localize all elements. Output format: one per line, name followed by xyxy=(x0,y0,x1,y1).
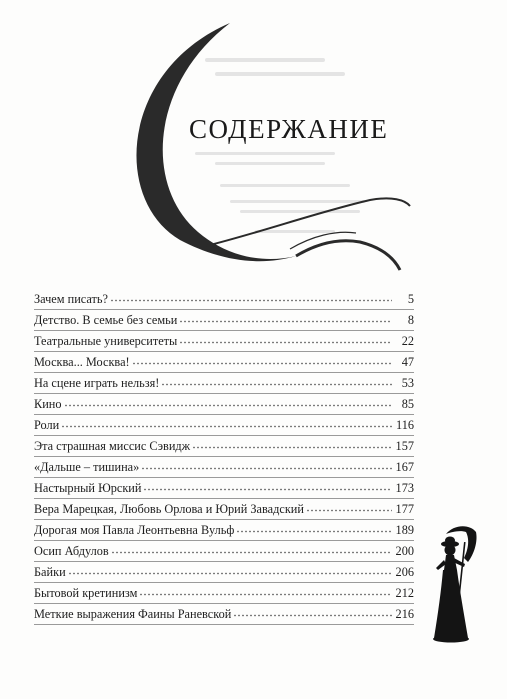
toc-dot-leader xyxy=(141,458,392,470)
toc-row xyxy=(34,415,414,436)
toc-dot-leader xyxy=(68,563,392,575)
toc-title: Дорогая моя Павла Леонтьевна Вульф xyxy=(34,523,235,537)
toc-page-number: 8 xyxy=(407,313,414,327)
toc-dot-leader xyxy=(64,395,392,407)
toc-page-number: 85 xyxy=(401,397,414,411)
toc-row xyxy=(34,289,414,310)
toc-page-number: 206 xyxy=(395,565,414,579)
toc-dot-leader xyxy=(110,290,392,302)
toc-page-number: 173 xyxy=(395,481,414,495)
toc-page-number: 177 xyxy=(395,502,414,516)
toc-title: Осип Абдулов xyxy=(34,544,109,558)
toc-dot-leader xyxy=(306,500,392,512)
toc-title: Эта страшная миссис Сэвидж xyxy=(34,439,191,453)
toc-row xyxy=(34,310,414,331)
toc-row xyxy=(34,604,414,625)
toc-dot-leader xyxy=(233,605,392,617)
lady-with-umbrella-icon xyxy=(424,522,484,646)
toc-title: Театральные университеты xyxy=(34,334,178,348)
toc-dot-leader xyxy=(161,374,392,386)
toc-row xyxy=(34,499,414,520)
toc-row xyxy=(34,541,414,562)
toc-page-number: 5 xyxy=(407,292,414,306)
toc-title: На сцене играть нельзя! xyxy=(34,376,160,390)
toc-title: Детство. В семье без семьи xyxy=(34,313,178,327)
toc-page-number: 167 xyxy=(395,460,414,474)
toc-title: Москва... Москва! xyxy=(34,355,130,369)
toc-dot-leader xyxy=(139,584,392,596)
toc-row xyxy=(34,520,414,541)
toc-title: Кино xyxy=(34,397,62,411)
toc-dot-leader xyxy=(236,521,392,533)
toc-row xyxy=(34,331,414,352)
toc-title: Вера Марецкая, Любовь Орлова и Юрий Завадский xyxy=(34,502,304,516)
toc-dot-leader xyxy=(61,416,392,428)
toc-row xyxy=(34,457,414,478)
toc-page-number: 22 xyxy=(401,334,414,348)
toc-dot-leader xyxy=(143,479,392,491)
toc-row xyxy=(34,352,414,373)
toc-dot-leader xyxy=(192,437,392,449)
toc-page-number: 212 xyxy=(395,586,414,600)
toc-title: «Дальше – тишина» xyxy=(34,460,140,474)
toc-page-number: 116 xyxy=(396,418,414,432)
toc-page-number: 157 xyxy=(395,439,414,453)
toc-dot-leader xyxy=(111,542,392,554)
toc-row xyxy=(34,562,414,583)
toc-row xyxy=(34,373,414,394)
toc-dot-leader xyxy=(179,311,392,323)
table-of-contents xyxy=(34,289,414,625)
toc-dot-leader xyxy=(179,332,392,344)
crescent-ornament-icon xyxy=(0,0,507,300)
toc-dot-leader xyxy=(132,353,392,365)
page-title: СОДЕРЖАНИЕ xyxy=(189,114,389,144)
toc-row xyxy=(34,436,414,457)
toc-page-number: 53 xyxy=(401,376,414,390)
toc-page-number: 47 xyxy=(401,355,414,369)
toc-row xyxy=(34,478,414,499)
toc-page-number: 216 xyxy=(395,607,414,621)
bleed-through-text xyxy=(195,58,365,233)
toc-title: Настырный Юрский xyxy=(34,481,142,495)
toc-title: Зачем писать? xyxy=(34,292,108,306)
toc-page-number: 200 xyxy=(395,544,414,558)
toc-row xyxy=(34,583,414,604)
toc-title: Байки xyxy=(34,565,66,579)
toc-page-number: 189 xyxy=(395,523,414,537)
toc-title: Меткие выражения Фаины Раневской xyxy=(34,607,232,621)
toc-row xyxy=(34,394,414,415)
toc-title: Роли xyxy=(34,418,60,432)
toc-title: Бытовой кретинизм xyxy=(34,586,138,600)
